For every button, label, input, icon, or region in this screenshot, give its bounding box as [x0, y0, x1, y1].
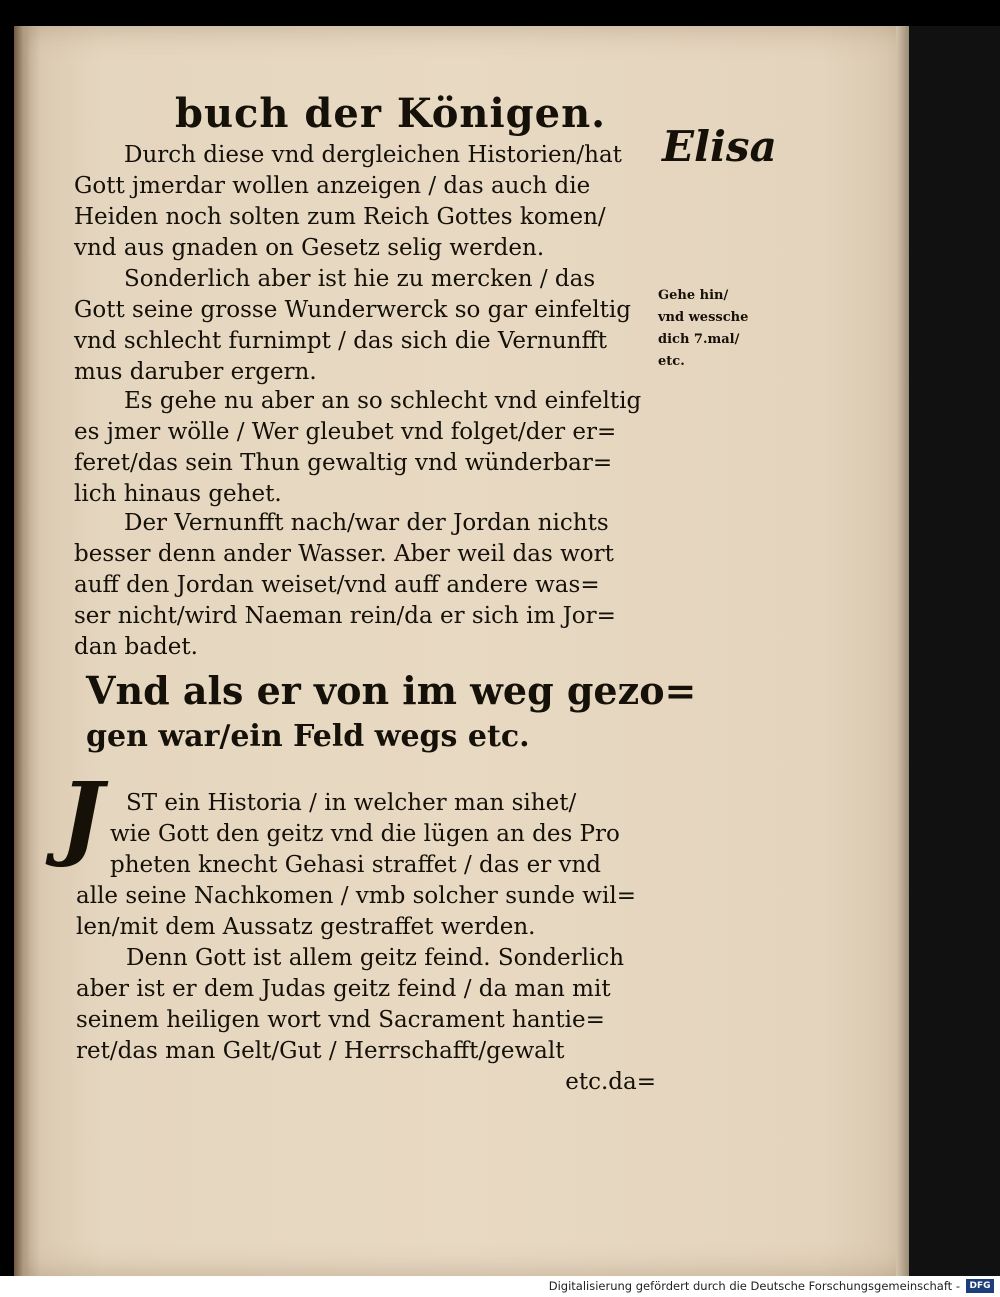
text-line: wie Gott den geitz vnd die lügen an des Pro — [110, 821, 620, 847]
text-line: Gott jmerdar wollen anzeigen / das auch die — [74, 173, 591, 199]
footer-bar — [0, 1276, 1000, 1297]
page-edge — [896, 26, 909, 1276]
next-page-bleed — [909, 26, 1000, 1276]
text-line: mus daruber ergern. — [74, 359, 317, 385]
text-line: Durch diese vnd dergleichen Historien/hat — [124, 142, 622, 168]
text-line: seinem heiligen wort vnd Sacrament hantie= — [76, 1007, 605, 1033]
text-line: es jmer wölle / Wer gleubet vnd folget/der er= — [74, 419, 617, 445]
text-line: Denn Gott ist allem geitz feind. Sonderlich — [126, 945, 625, 971]
heading-line: Vnd als er von im weg gezo= — [86, 668, 697, 713]
drop-capital: J — [60, 762, 104, 870]
marginal-line: Gehe hin/ — [658, 288, 729, 303]
text-line: Sonderlich aber ist hie zu mercken / das — [124, 266, 596, 292]
marginal-line: vnd wessche — [658, 310, 749, 325]
text-line: lich hinaus gehet. — [74, 481, 282, 507]
text-line: vnd aus gnaden on Gesetz selig werden. — [74, 235, 545, 261]
dfg-logo: DFG — [966, 1279, 994, 1293]
text-line: auff den Jordan weiset/vnd auff andere was= — [74, 572, 600, 598]
text-line: Gott seine grosse Wunderwerck so gar einfeltig — [74, 297, 631, 323]
section-heading — [86, 668, 696, 760]
marginal-line: etc. — [658, 354, 685, 369]
text-line: ST ein Historia / in welcher man sihet/ — [126, 790, 577, 816]
paragraph-5 — [76, 788, 656, 1098]
text-line: Der Vernunfft nach/war der Jordan nichts — [124, 510, 609, 536]
running-header: buch der Königen. — [175, 90, 607, 137]
margin-title: Elisa — [662, 122, 777, 171]
text-line: besser denn ander Wasser. Aber weil das wort — [74, 541, 614, 567]
paragraph-1 — [74, 140, 654, 264]
catchword: etc.da= — [565, 1069, 656, 1095]
text-line: pheten knecht Gehasi straffet / das er vnd — [110, 852, 602, 878]
text-line: ser nicht/wird Naeman rein/da er sich im Jor= — [74, 603, 616, 629]
marginal-line: dich 7.mal/ — [658, 332, 740, 347]
text-line: ret/das man Gelt/Gut / Herrschafft/gewalt — [76, 1038, 565, 1064]
paragraph-2 — [74, 264, 654, 388]
text-line: alle seine Nachkomen / vmb solcher sunde wil= — [76, 883, 636, 909]
text-line: len/mit dem Aussatz gestraffet werden. — [76, 914, 536, 940]
text-line: dan badet. — [74, 634, 198, 660]
paragraph-3 — [74, 386, 654, 510]
paragraph-4 — [74, 508, 654, 663]
text-line: Heiden noch solten zum Reich Gottes komen/ — [74, 204, 606, 230]
text-line: Es gehe nu aber an so schlecht vnd einfeltig — [124, 388, 642, 414]
text-line: vnd schlecht furnimpt / das sich die Vernunfft — [74, 328, 608, 354]
funding-credit: Digitalisierung gefördert durch die Deutsche Forschungsgemeinschaft - — [548, 1279, 960, 1293]
text-line: feret/das sein Thun gewaltig vnd wünderbar= — [74, 450, 613, 476]
heading-line: gen war/ein Feld wegs etc. — [86, 719, 530, 754]
text-line: aber ist er dem Judas geitz feind / da man mit — [76, 976, 611, 1002]
marginal-note — [658, 285, 768, 373]
